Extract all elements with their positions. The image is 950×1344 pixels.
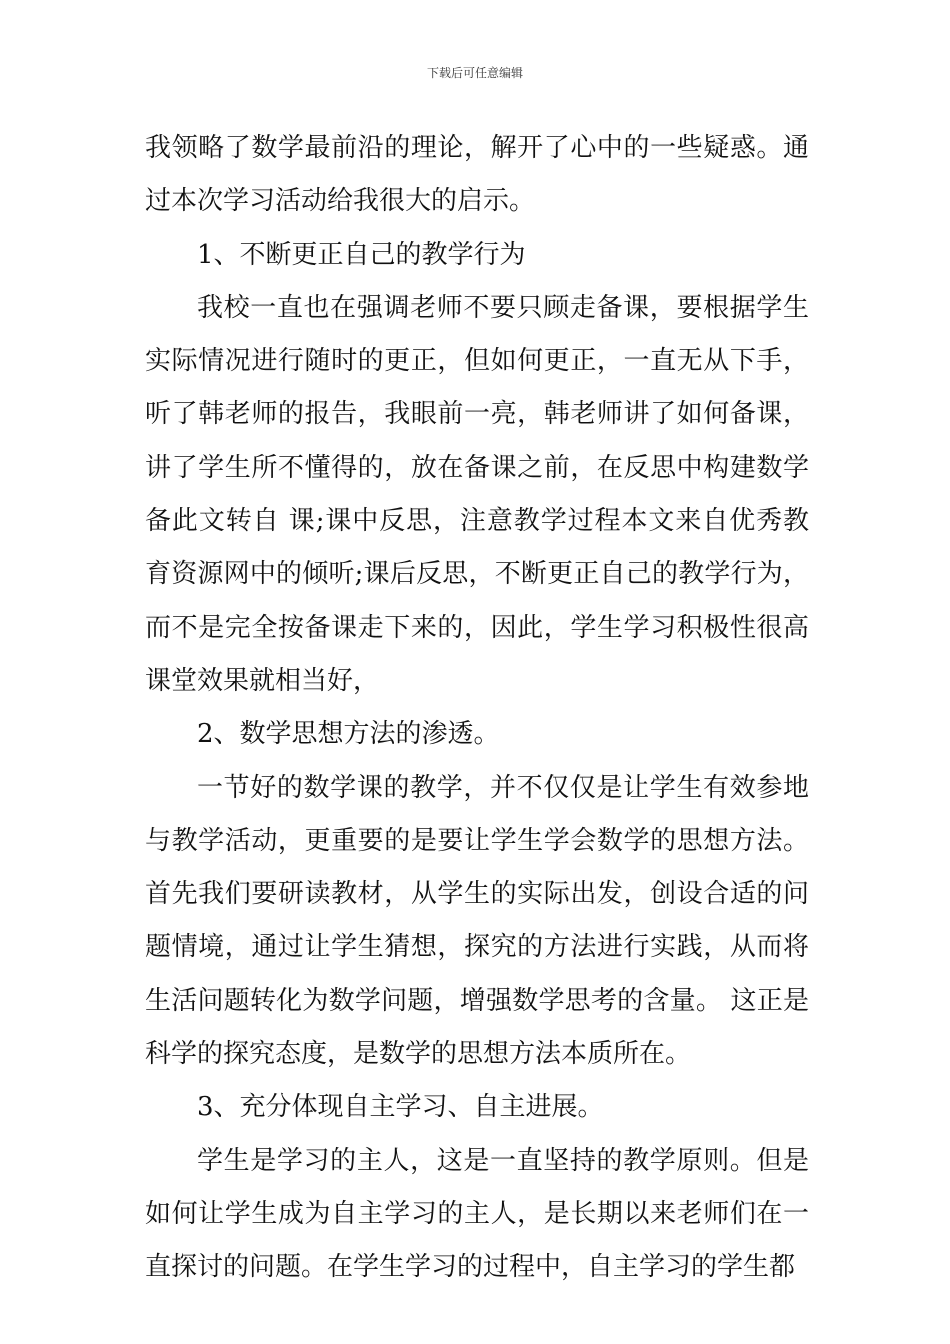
document-body bbox=[145, 122, 809, 1295]
paragraph-3: 一节好的数学课的教学，并不仅仅是让学生有效参地与教学活动，更重要的是要让学生学会数学的思想方法。首先我们要研读教材，从学生的实际出发，创设合适的问题情境，通过让学生猜想，探究的方法进行实践，从而将生活问题转化为数学问题，增强数学思考的含量。 这正是科学的探究态度，是数学的思想方法本质所在。 bbox=[145, 772, 809, 1070]
paragraph-2: 我校一直也在强调老师不要只顾走备课，要根据学生实际情况进行随时的更正，但如何更正，一直无从下手，听了韩老师的报告，我眼前一亮，韩老师讲了如何备课，讲了学生所不懂得的，放在备课之前，在反思中构建数学备此文转自 课;课中反思，注意教学过程本文来自优秀教育资源网中的倾听;课后反思，不断更正自己的教学行为，而不是完全按备课走下来的，因此，学生学习积极性很高课堂效果就相当好， bbox=[145, 292, 809, 696]
paragraph-4: 学生是学习的主人，这是一直坚持的教学原则。但是如何让学生成为自主学习的主人，是长期以来老师们在一直探讨的问题。在学生学习的过程中，自主学习的学生都 bbox=[145, 1145, 809, 1283]
page-header: 下载后可任意编辑 bbox=[426, 66, 523, 80]
section-heading-1: 1、不断更正自己的教学行为 bbox=[197, 239, 526, 270]
section-heading-2: 2、数学思想方法的渗透。 bbox=[197, 719, 500, 750]
paragraph-1: 我领略了数学最前沿的理论，解开了心中的一些疑惑。通过本次学习活动给我很大的启示。 bbox=[145, 133, 809, 217]
section-heading-3: 3、充分体现自主学习、自主进展。 bbox=[197, 1092, 604, 1123]
